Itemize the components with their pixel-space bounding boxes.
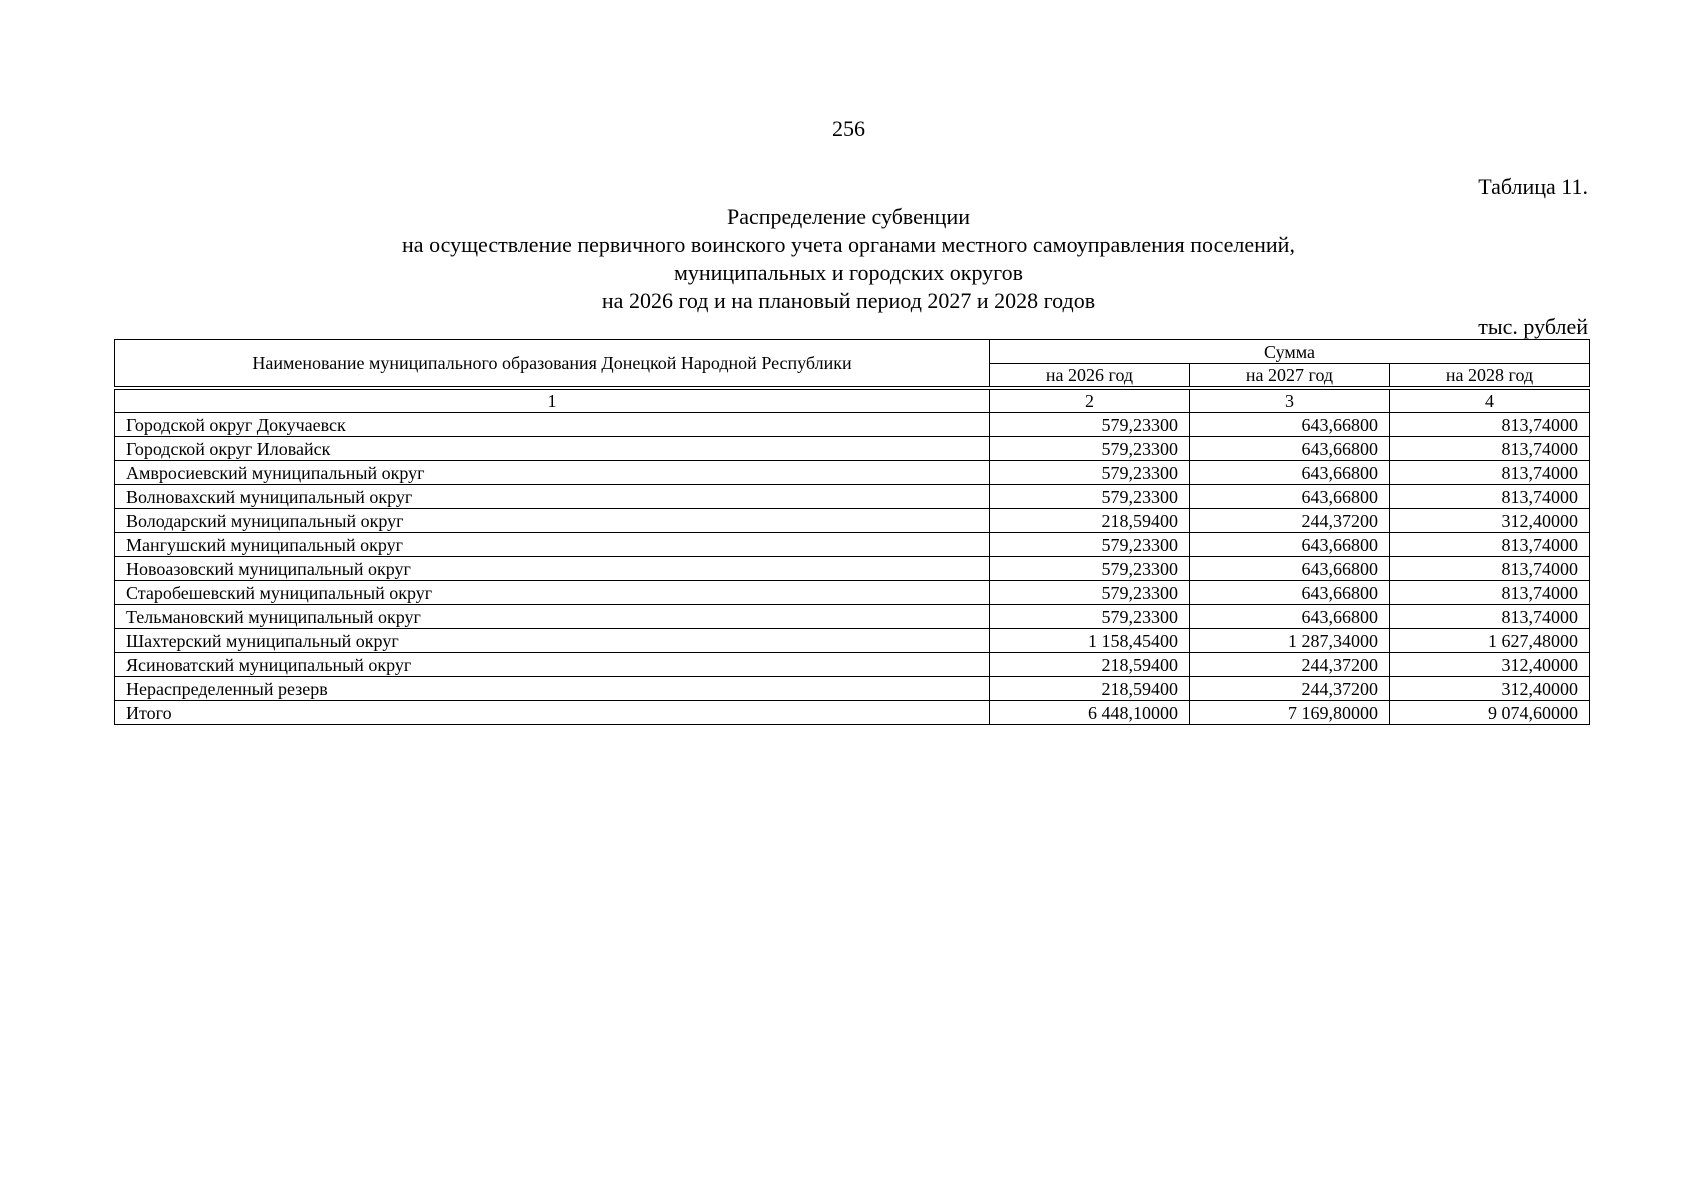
table-row [115, 413, 1590, 437]
table-row [115, 437, 1590, 461]
amount-2028: 312,40000 [1390, 653, 1590, 677]
subvention-table [114, 339, 1590, 725]
municipality-name: Городской округ Иловайск [115, 437, 990, 461]
amount-2026: 579,23300 [990, 533, 1190, 557]
table-row [115, 605, 1590, 629]
title-line: на 2026 год и на плановый период 2027 и 2028 годов [601, 288, 1096, 313]
amount-2027: 643,66800 [1190, 557, 1390, 581]
units-label: тыс. рублей [1478, 314, 1588, 339]
amount-2028: 813,74000 [1390, 605, 1590, 629]
amount-2028: 813,74000 [1390, 581, 1590, 605]
municipality-name: Волновахский муниципальный округ [115, 485, 990, 509]
table-row [115, 581, 1590, 605]
municipality-name: Мангушский муниципальный округ [115, 533, 990, 557]
table-row [115, 533, 1590, 557]
municipality-name: Тельмановский муниципальный округ [115, 605, 990, 629]
municipality-name: Нераспределенный резерв [115, 677, 990, 701]
amount-2027: 1 287,34000 [1190, 629, 1390, 653]
title-line: Распределение субвенции [726, 204, 971, 229]
amount-2027: 643,66800 [1190, 485, 1390, 509]
page-number: 256 [832, 116, 865, 141]
amount-2026: 579,23300 [990, 413, 1190, 437]
table-row [115, 629, 1590, 653]
header-year-2027: на 2027 год [1190, 364, 1390, 389]
amount-2028: 312,40000 [1390, 677, 1590, 701]
title-line: на осуществление первичного воинского учета органами местного самоуправления поселений, [402, 232, 1295, 257]
municipality-name: Амвросиевский муниципальный округ [115, 461, 990, 485]
municipality-name: Городской округ Докучаевск [115, 413, 990, 437]
table-row [115, 677, 1590, 701]
column-number: 4 [1390, 388, 1590, 413]
amount-2028: 813,74000 [1390, 437, 1590, 461]
amount-2027: 643,66800 [1190, 437, 1390, 461]
municipality-name: Володарский муниципальный округ [115, 509, 990, 533]
amount-2026: 579,23300 [990, 485, 1190, 509]
table-row [115, 557, 1590, 581]
amount-2028: 813,74000 [1390, 557, 1590, 581]
amount-2027: 643,66800 [1190, 581, 1390, 605]
header-sum: Сумма [990, 340, 1590, 364]
municipality-name: Старобешевский муниципальный округ [115, 581, 990, 605]
municipality-name: Итого [115, 701, 990, 725]
amount-2027: 643,66800 [1190, 605, 1390, 629]
amount-2026: 218,59400 [990, 653, 1190, 677]
column-number: 1 [115, 388, 990, 413]
amount-2026: 218,59400 [990, 677, 1190, 701]
amount-2028: 813,74000 [1390, 413, 1590, 437]
amount-2026: 1 158,45400 [990, 629, 1190, 653]
amount-2027: 244,37200 [1190, 509, 1390, 533]
amount-2028: 813,74000 [1390, 485, 1590, 509]
amount-2026: 579,23300 [990, 581, 1190, 605]
table-row [115, 509, 1590, 533]
table-body [115, 413, 1590, 725]
amount-2027: 643,66800 [1190, 533, 1390, 557]
amount-2027: 643,66800 [1190, 461, 1390, 485]
amount-2028: 813,74000 [1390, 461, 1590, 485]
municipality-name: Ясиноватский муниципальный округ [115, 653, 990, 677]
amount-2028: 312,40000 [1390, 509, 1590, 533]
amount-2026: 579,23300 [990, 605, 1190, 629]
title-line: муниципальных и городских округов [673, 260, 1024, 285]
header-municipality: Наименование муниципального образования Донецкой Народной Республики [115, 340, 990, 389]
amount-2026: 579,23300 [990, 437, 1190, 461]
table-row [115, 653, 1590, 677]
amount-2027: 7 169,80000 [1190, 701, 1390, 725]
amount-2027: 244,37200 [1190, 677, 1390, 701]
amount-2026: 6 448,10000 [990, 701, 1190, 725]
amount-2028: 1 627,48000 [1390, 629, 1590, 653]
table-row [115, 485, 1590, 509]
column-number: 2 [990, 388, 1190, 413]
header-year-2026: на 2026 год [990, 364, 1190, 389]
table-label: Таблица 11. [1478, 174, 1588, 199]
amount-2027: 244,37200 [1190, 653, 1390, 677]
municipality-name: Новоазовский муниципальный округ [115, 557, 990, 581]
amount-2026: 579,23300 [990, 557, 1190, 581]
municipality-name: Шахтерский муниципальный округ [115, 629, 990, 653]
amount-2028: 9 074,60000 [1390, 701, 1590, 725]
column-number: 3 [1190, 388, 1390, 413]
amount-2027: 643,66800 [1190, 413, 1390, 437]
document-title [0, 203, 1697, 315]
header-year-2028: на 2028 год [1390, 364, 1590, 389]
amount-2026: 218,59400 [990, 509, 1190, 533]
amount-2026: 579,23300 [990, 461, 1190, 485]
amount-2028: 813,74000 [1390, 533, 1590, 557]
table-row [115, 461, 1590, 485]
table-row [115, 701, 1590, 725]
